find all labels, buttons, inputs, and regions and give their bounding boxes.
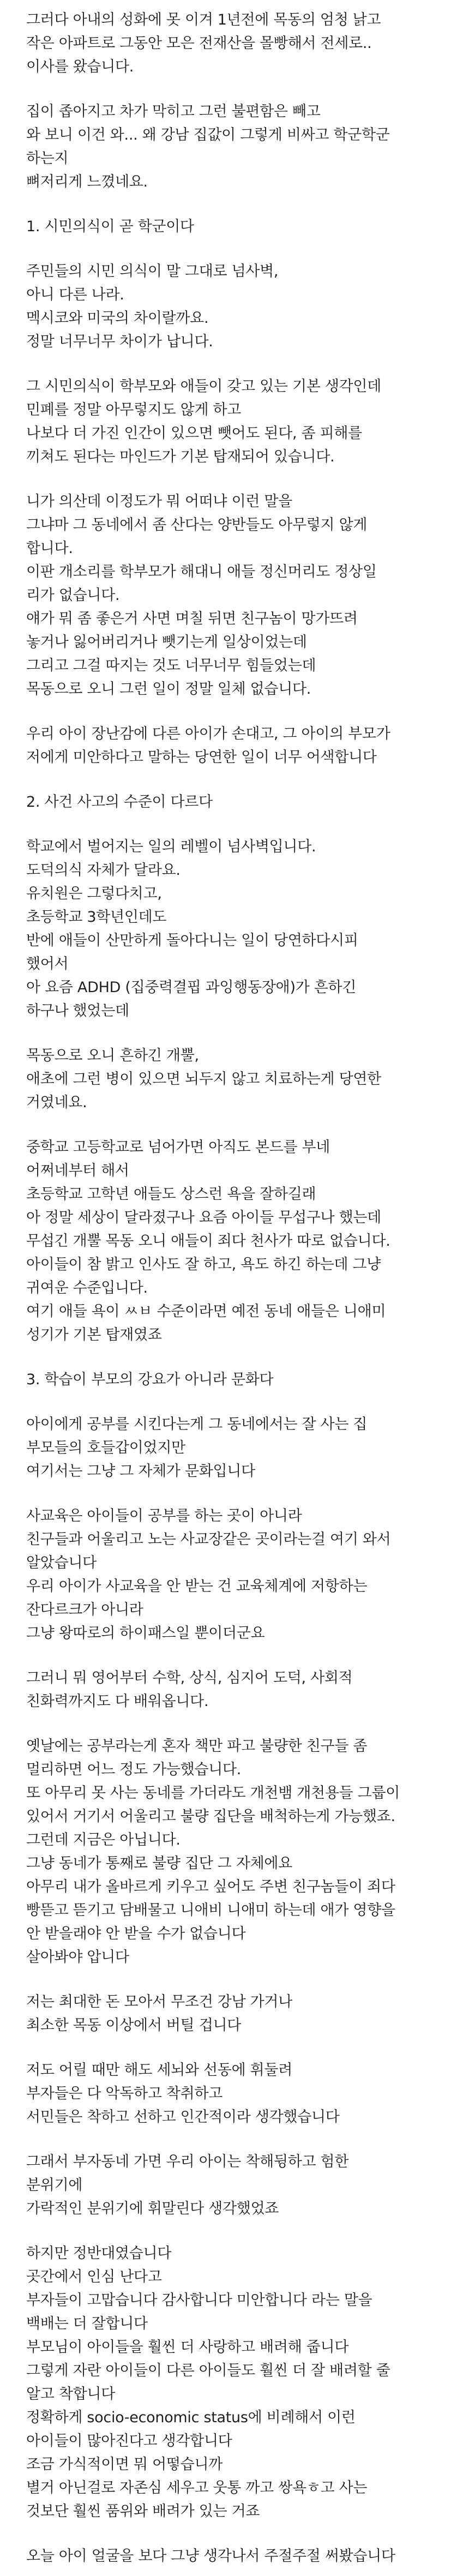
text-line: 여기 애들 욕이 ㅆㅂ 수준이라면 예전 동네 애들은 니애미 xyxy=(26,1303,386,1320)
text-line: 2. 사건 사고의 수준이 다르다 xyxy=(26,794,213,810)
text-line: 3. 학습이 부모의 강요가 아니라 문화다 xyxy=(26,1371,274,1388)
text-line: 중학교 고등학교로 넘어가면 아직도 본드를 부네 xyxy=(26,1139,330,1156)
text-line: 반에 애들이 산만하게 돌아다니는 일이 당연하다시피 xyxy=(26,932,358,949)
text-line: 알고 착합니다 xyxy=(26,2386,115,2403)
text-line: 유치원은 그렇다치고, xyxy=(26,885,162,902)
text-line: 그렇게 자란 아이들이 다른 아이들도 훨씬 더 잘 배려할 줄 xyxy=(26,2362,390,2379)
text-line: 했어서 xyxy=(26,956,69,972)
text-line: 무섭긴 개뿔 목동 오니 애들이 죄다 천사가 따로 없습니다. xyxy=(26,1233,390,1250)
text-line: 빵뜯고 뜯기고 담배물고 니애비 니애미 하는데 애가 영향을 xyxy=(26,1902,395,1919)
text-line: 것보단 훨씬 품위와 배려가 있는 거죠 xyxy=(26,2503,260,2520)
text-line: 백배는 더 잘합니다 xyxy=(26,2315,148,2332)
text-line: 여기서는 그냥 그 자체가 문화입니다 xyxy=(26,1463,255,1480)
text-line: 아무리 내가 올바르게 키우고 싶어도 주변 친구놈들이 죄다 xyxy=(26,1878,395,1895)
text-line: 니가 의산데 이정도가 뭐 어떠냐 이런 말을 xyxy=(26,493,292,510)
text-line: 얘가 뭐 좀 좋은거 사면 며칠 뒤면 친구놈이 망가뜨려 xyxy=(26,610,358,627)
text-line: 별거 아닌걸로 자존심 세우고 웃통 까고 쌍욕ㅎ고 사는 xyxy=(26,2479,368,2496)
text-line: 알았습니다 xyxy=(26,1554,97,1571)
text-line: 도덕의식 자체가 달라요. xyxy=(26,862,181,879)
text-line: 주민들의 시민 의식이 말 그대로 넘사벽, xyxy=(26,263,279,280)
text-line: 멕시코와 미국의 차이랄까요. xyxy=(26,310,209,327)
text-line: 애초에 그런 병이 있으면 뇌두지 않고 치료하는게 당연한 xyxy=(26,1071,381,1088)
text-line: 초등학교 고학년 애들도 상스런 욕을 잘하길래 xyxy=(26,1186,316,1203)
text-line: 우리 아이 장난감에 다른 아이가 손대고, 그 아이의 부모가 xyxy=(26,725,390,742)
text-line: 잔다르크가 아니라 xyxy=(26,1601,143,1618)
text-line: 리가 없습니다. xyxy=(26,587,120,604)
text-line: 민폐를 정말 아무렇지도 않게 하고 xyxy=(26,401,242,418)
text-line: 그냥 동네가 통째로 불량 집단 그 자체에요 xyxy=(26,1855,292,1872)
text-line: 우리 아이가 사교육을 안 받는 건 교육체계에 저항하는 xyxy=(26,1578,368,1595)
text-line: 또 아무리 못 사는 동네를 가더라도 개천뱀 개천용들 그룹이 xyxy=(26,1785,400,1802)
text-line: 곳간에서 인심 난다고 xyxy=(26,2268,162,2285)
text-line: 이판 개소리를 학부모가 해대니 애들 정신머리도 정상일 xyxy=(26,563,377,580)
text-line: 하지만 정반대였습니다 xyxy=(26,2245,172,2262)
text-line: 있어서 거기서 어울리고 불량 집단을 배척하는게 가능했죠. xyxy=(26,1808,395,1825)
text-line: 저에게 미안하다고 말하는 당연한 일이 너무 어색합니다 xyxy=(26,749,377,766)
text-line: 아이에게 공부를 시킨다는게 그 동네에서는 잘 사는 집 xyxy=(26,1416,368,1433)
text-line: 최소한 목동 이상에서 버틸 겁니다 xyxy=(26,2017,242,2034)
text-line: 사교육은 아이들이 공부를 하는 곳이 아니라 xyxy=(26,1508,302,1524)
text-line: 와 보니 이건 와... 왜 강남 집값이 그렇게 비싸고 학군학군 xyxy=(26,127,390,143)
text-line: 아이들이 많아진다고 생각합니다 xyxy=(26,2433,232,2449)
text-line: 놓거나 잃어버리거나 뺏기는게 일상이었는데 xyxy=(26,634,307,651)
text-line: 서민들은 착하고 선하고 인간적이라 생각했습니다 xyxy=(26,2109,340,2125)
text-line: 부자들이 고맙습니다 감사합니다 미안합니다 라는 말을 xyxy=(26,2292,372,2309)
text-line: 친구들과 어울리고 노는 사교장같은 곳이라는걸 여기 와서 xyxy=(26,1531,391,1548)
text-line: 안 받을래야 안 받을 수가 없습니다 xyxy=(26,1925,246,1942)
text-line: 저는 최대한 돈 모아서 무조건 강남 가거나 xyxy=(26,1993,292,2010)
text-line: 학교에서 벌어지는 일의 레벨이 넘사벽입니다. xyxy=(26,838,316,855)
text-line: 살아봐야 압니다 xyxy=(26,1949,129,1966)
text-line: 하는지 xyxy=(26,150,69,167)
text-line: 그러다 아내의 성화에 못 이겨 1년전에 목동의 엄청 낡고 xyxy=(26,11,381,28)
text-line: 그런데 지금은 아닙니다. xyxy=(26,1832,181,1848)
text-line: 정말 너무너무 차이가 납니다. xyxy=(26,333,213,350)
text-line: 성기가 기본 탑재였죠 xyxy=(26,1326,162,1343)
text-line: 옛날에는 공부라는게 혼자 책만 파고 불량한 친구들 좀 xyxy=(26,1738,368,1755)
text-line: 부자들은 다 악독하고 착취하고 xyxy=(26,2085,223,2102)
text-line: 1. 시민의식이 곧 학군이다 xyxy=(26,218,194,235)
text-line: 하구나 했었는데 xyxy=(26,1002,129,1019)
text-line: 작은 아파트로 그동안 모은 전재산을 몰빵해서 전세로.. xyxy=(26,35,372,52)
text-line: 집이 좁아지고 차가 막히고 그런 불편함은 빼고 xyxy=(26,103,321,120)
text-line: 거였네요. xyxy=(26,1094,87,1111)
text-line: 멀리하면 어느 정도 가능했습니다. xyxy=(26,1761,242,1778)
text-line: 그냐마 그 동네에서 좀 산다는 양반들도 아무렇지 않게 xyxy=(26,517,368,533)
text-line: 나보다 더 가진 인간이 있으면 뺏어도 된다, 좀 피해를 xyxy=(26,425,362,442)
text-line: 목동으로 오니 흔하긴 개뿔, xyxy=(26,1047,199,1064)
text-line: 어쩌네부터 해서 xyxy=(26,1162,129,1179)
text-line: 분위기에 xyxy=(26,2177,83,2194)
text-line: 이사를 왔습니다. xyxy=(26,58,134,75)
text-line: 초등학교 3학년인데도 xyxy=(26,909,167,926)
text-line: 합니다. xyxy=(26,540,73,557)
text-line: 정확하게 socio-economic status에 비례해서 이런 xyxy=(26,2409,356,2426)
text-line: 그래서 부자동네 가면 우리 아이는 착해뒹하고 험한 xyxy=(26,2153,349,2170)
text-line: 저도 어릴 때만 해도 세뇌와 선동에 휘둘려 xyxy=(26,2062,292,2079)
text-line: 친화력까지도 다 배워옵니다. xyxy=(26,1693,209,1710)
text-line: 아 정말 세상이 달라졌구나 요즘 아이들 무섭구나 했는데 xyxy=(26,1209,381,1226)
text-line: 아이들이 참 밝고 인사도 잘 하고, 욕도 하긴 하는데 그냥 xyxy=(26,1256,381,1273)
text-line: 목동으로 오니 그런 일이 정말 일체 없습니다. xyxy=(26,681,311,698)
text-line: 부모님이 아이들을 훨씬 더 사랑하고 배려해 줍니다 xyxy=(26,2339,349,2356)
text-line: 그리고 그걸 따지는 것도 너무너무 힘들었는데 xyxy=(26,657,316,674)
text-line: 부모들의 호들갑이었지만 xyxy=(26,1439,185,1456)
text-line: 아니 다른 나라. xyxy=(26,286,124,303)
text-line: 끼쳐도 된다는 마인드가 기본 탑재되어 있습니다. xyxy=(26,448,335,465)
text-line: 그러니 뭐 영어부터 수학, 상식, 심지어 도덕, 사회적 xyxy=(26,1670,353,1686)
text-line: 뼈저리게 느꼈네요. xyxy=(26,173,148,190)
text-line: 귀여운 수준입니다. xyxy=(26,1280,148,1296)
text-line: 그냥 왕따로의 하이패스일 뿐이더군요 xyxy=(26,1625,265,1642)
text-line: 가락적인 분위기에 휘말린다 생각했었죠 xyxy=(26,2200,279,2217)
text-line: 그 시민의식이 학부모와 애들이 갖고 있는 기본 생각인데 xyxy=(26,378,381,395)
text-line: 아 요즘 ADHD (집중력결핍 과잉행동장애)가 흔하긴 xyxy=(26,979,357,996)
text-line: 오늘 아이 얼굴을 보다 그냥 생각나서 주절주절 써봤습니다 xyxy=(26,2548,395,2565)
text-line: 조금 가식적이면 뭐 어떻습니까 xyxy=(26,2456,223,2473)
